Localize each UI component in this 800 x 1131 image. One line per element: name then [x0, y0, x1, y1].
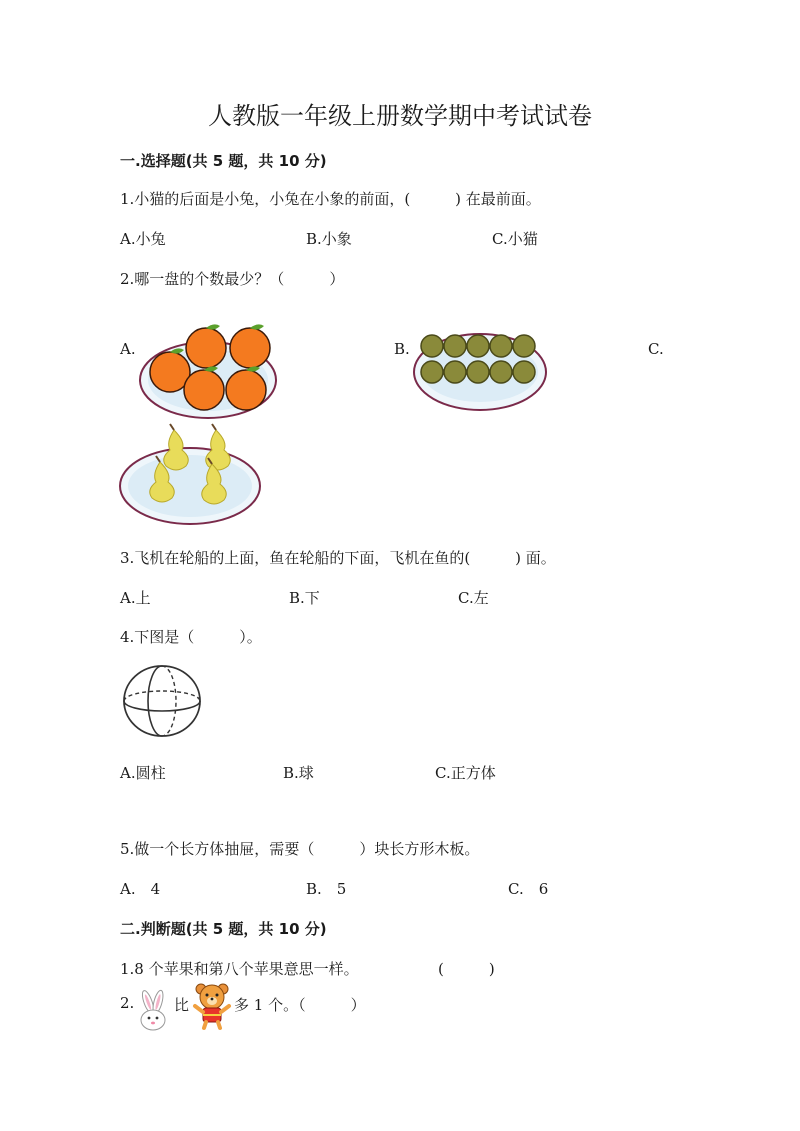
question-5: 5.做一个长方体抽屉，需要（ ）块长方形木板。: [120, 840, 480, 858]
question-1: 1.小猫的后面是小兔，小兔在小象的前面，( ) 在最前面。: [120, 190, 541, 208]
q1-option-c: C.小猫: [492, 230, 538, 248]
sphere-figure: [122, 664, 204, 740]
bear-image: [192, 982, 232, 1030]
q4-option-a: A.圆柱: [120, 764, 166, 782]
q5-option-b: B. 5: [306, 880, 347, 898]
question-4: 4.下图是（ ）。: [120, 628, 262, 646]
q5-option-a: A. 4: [120, 880, 161, 898]
q3-option-c: C.左: [458, 589, 489, 607]
judge-q2-mid: 比: [174, 996, 190, 1014]
section-heading-judge: 二.判断题(共 5 题，共 10 分): [120, 920, 327, 938]
q2-option-b: B.: [394, 340, 410, 358]
judge-q2-prefix: 2.: [120, 994, 135, 1012]
question-3: 3.飞机在轮船的上面，鱼在轮船的下面，飞机在鱼的( ) 面。: [120, 549, 556, 567]
judge-question-1: 1.8 个苹果和第八个苹果意思一样。: [120, 960, 359, 978]
q3-option-a: A.上: [120, 589, 151, 607]
q3-option-b: B.下: [289, 589, 320, 607]
q2-option-c: C.: [648, 340, 664, 358]
q4-option-c: C.正方体: [435, 764, 496, 782]
kiwi-plate-image: [410, 328, 550, 414]
orange-plate-image: [136, 318, 286, 424]
q5-option-c: C. 6: [508, 880, 549, 898]
pear-plate-image: [118, 422, 264, 526]
q4-option-b: B.球: [283, 764, 314, 782]
q1-option-b: B.小象: [306, 230, 352, 248]
judge-q1-blank: ( ): [438, 960, 495, 978]
q2-option-a: A.: [120, 340, 136, 358]
judge-q2-suffix: 多 1 个。（ ）: [234, 996, 366, 1014]
section-heading-choice: 一.选择题(共 5 题，共 10 分): [120, 152, 327, 170]
rabbit-image: [134, 990, 174, 1032]
page-title: 人教版一年级上册数学期中考试试卷: [208, 102, 592, 130]
q1-option-a: A.小兔: [120, 230, 166, 248]
question-2: 2.哪一盘的个数最少？（ ）: [120, 270, 345, 288]
